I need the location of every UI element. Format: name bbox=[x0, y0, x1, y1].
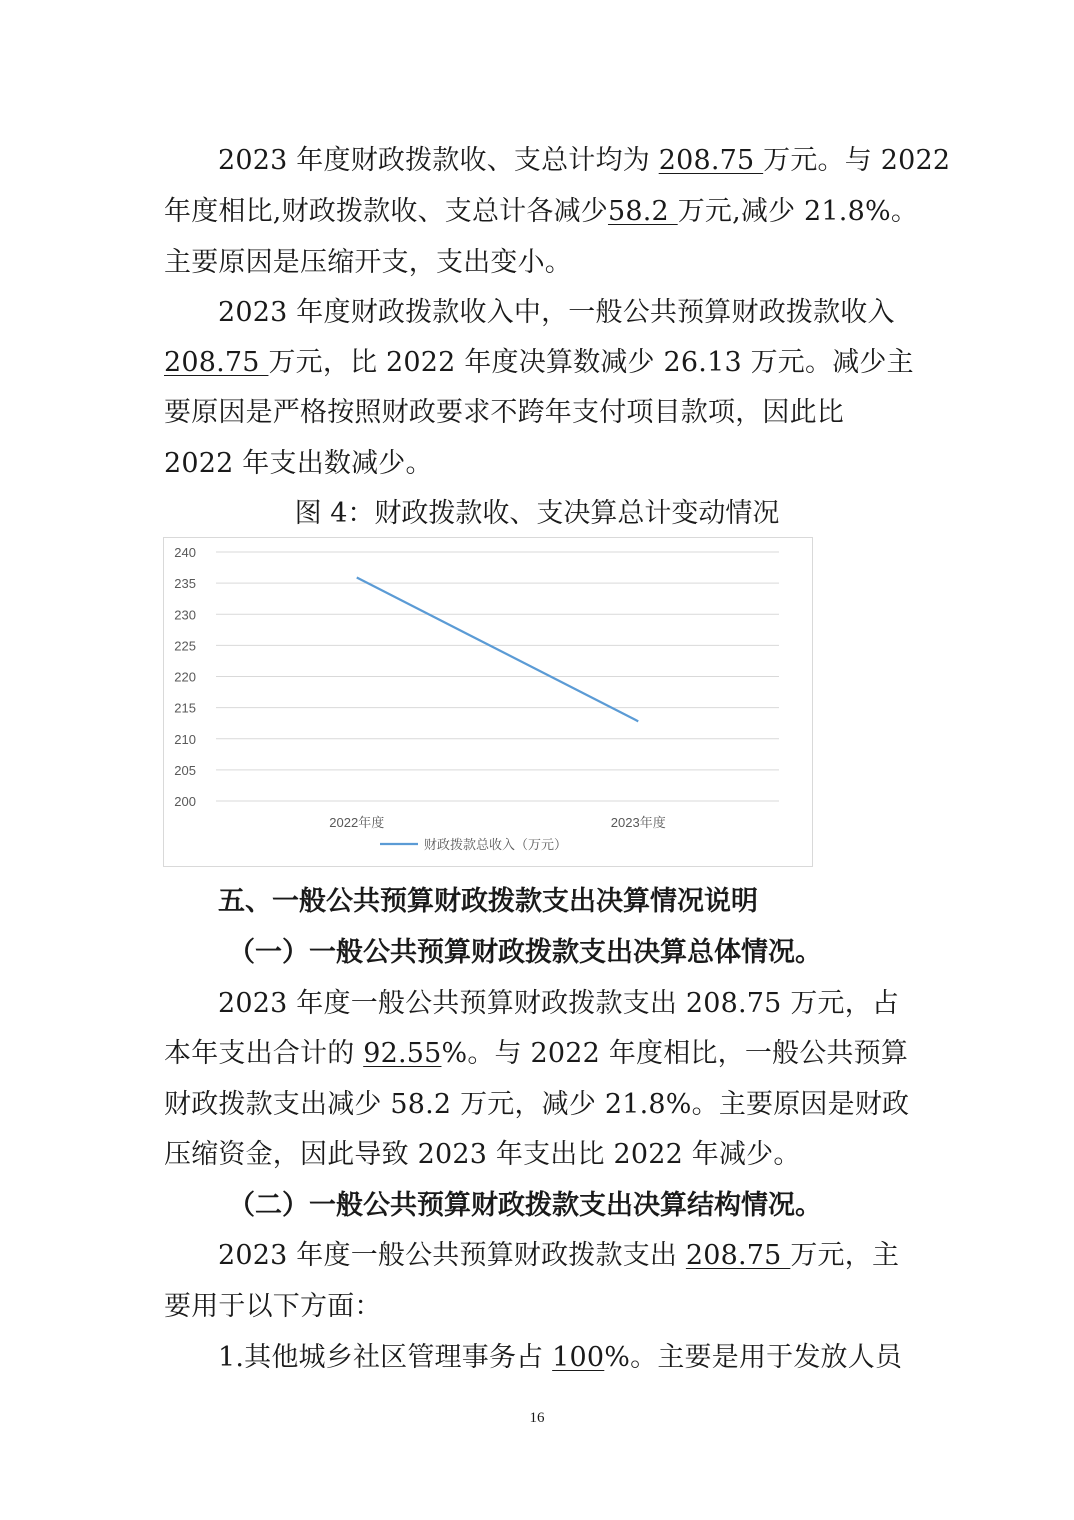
text: 年度相比,财政拨款收、支总计各减少 bbox=[164, 196, 608, 227]
x-tick-label: 2023年度 bbox=[610, 815, 666, 830]
text: 万元。与 2022 bbox=[763, 145, 951, 176]
paragraph-2-line-3: 要原因是严格按照财政要求不跨年支付项目款项，因此比 bbox=[164, 397, 844, 428]
line-chart bbox=[163, 537, 813, 867]
paragraph-2-line-2 bbox=[164, 345, 912, 381]
text: %。主要是用于发放人员 bbox=[604, 1342, 903, 1373]
x-tick-label: 2022年度 bbox=[329, 815, 385, 830]
text: 2023 年度一般公共预算财政拨款支出 bbox=[218, 1240, 686, 1271]
text: 2023 年度财政拨款收、支总计均为 bbox=[218, 145, 659, 176]
paragraph-1-line-1 bbox=[218, 143, 951, 179]
section-5-p2-line-1 bbox=[218, 1238, 912, 1274]
section-5-p3-line-1 bbox=[218, 1340, 912, 1376]
text: 万元，主 bbox=[790, 1240, 900, 1271]
y-tick-label: 210 bbox=[174, 731, 196, 747]
underlined-amount: 208.75 bbox=[164, 347, 269, 378]
y-tick-label: 240 bbox=[174, 545, 196, 560]
section-heading: 五、一般公共预算财政拨款支出决算情况说明 bbox=[218, 886, 758, 917]
page-number: 16 bbox=[529, 1410, 545, 1426]
section-5-p1-line-3: 财政拨款支出减少 58.2 万元，减少 21.8%。主要原因是财政 bbox=[164, 1089, 910, 1120]
paragraph-2-line-1: 2023 年度财政拨款收入中，一般公共预算财政拨款收入 bbox=[218, 297, 895, 328]
series-line bbox=[357, 578, 639, 722]
underlined-percent: 92.55 bbox=[363, 1038, 442, 1069]
paragraph-1-line-2 bbox=[164, 194, 919, 230]
y-tick-label: 230 bbox=[174, 607, 196, 623]
underlined-amount: 208.75 bbox=[658, 145, 764, 176]
chart-svg bbox=[164, 538, 814, 868]
text: 本年支出合计的 bbox=[164, 1038, 364, 1069]
paragraph-1-line-3: 主要原因是压缩开支，支出变小。 bbox=[164, 247, 572, 278]
text: 万元，比 2022 年度决算数减少 26.13 万元。减少主 bbox=[268, 347, 914, 378]
underlined-percent: 100 bbox=[552, 1342, 605, 1373]
y-tick-label: 220 bbox=[174, 669, 196, 685]
section-5-p1-line-4: 压缩资金，因此导致 2023 年支出比 2022 年减少。 bbox=[164, 1139, 801, 1170]
y-tick-label: 205 bbox=[174, 762, 196, 778]
subsection-1-heading: （一）一般公共预算财政拨款支出决算总体情况。 bbox=[228, 937, 822, 968]
y-tick-label: 235 bbox=[174, 576, 196, 592]
subsection-2-heading: （二）一般公共预算财政拨款支出决算结构情况。 bbox=[228, 1190, 822, 1221]
paragraph-2-line-4: 2022 年支出数减少。 bbox=[164, 448, 433, 479]
text: %。与 2022 年度相比，一般公共预算 bbox=[441, 1038, 909, 1069]
text: 万元,减少 21.8%。 bbox=[677, 196, 919, 227]
figure-caption: 图 4：财政拨款收、支决算总计变动情况 bbox=[294, 498, 780, 529]
underlined-amount: 58.2 bbox=[607, 196, 678, 227]
section-5-p2-line-2: 要用于以下方面： bbox=[164, 1291, 382, 1322]
y-tick-label: 215 bbox=[174, 700, 196, 716]
section-5-p1-line-1: 2023 年度一般公共预算财政拨款支出 208.75 万元，占 bbox=[218, 988, 900, 1019]
underlined-amount: 208.75 bbox=[685, 1240, 791, 1271]
y-tick-label: 200 bbox=[174, 794, 196, 809]
legend-label: 财政拨款总收入（万元） bbox=[424, 838, 568, 853]
section-5-p1-line-2 bbox=[164, 1036, 912, 1072]
y-tick-label: 225 bbox=[174, 638, 196, 654]
text: 1.其他城乡社区管理事务占 bbox=[218, 1342, 553, 1373]
